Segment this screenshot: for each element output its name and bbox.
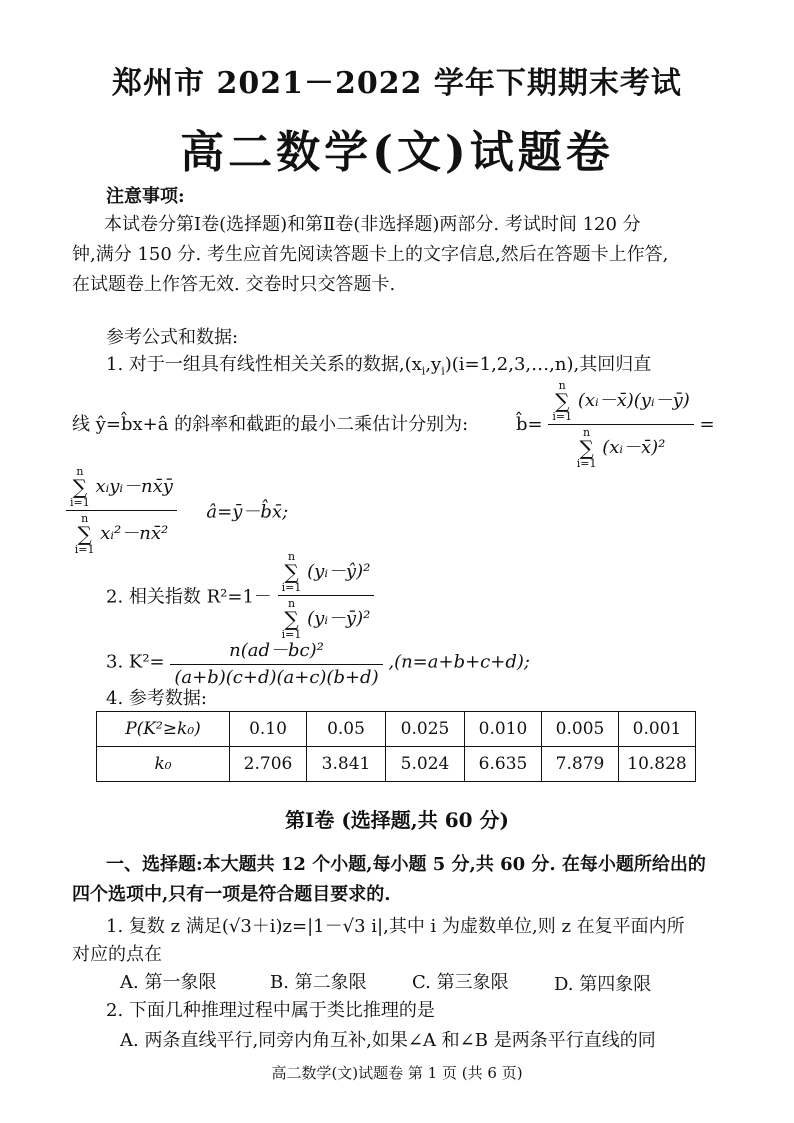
question-2-text: 2. 下面几种推理过程中属于类比推理的是 <box>106 1000 435 1021</box>
table-cell: 10.828 <box>619 747 696 782</box>
question-1-option-b: B. 第二象限 <box>270 972 367 993</box>
section-1-title: 第Ⅰ卷 (选择题,共 60 分) <box>285 808 509 832</box>
reference-heading: 参考公式和数据: <box>106 327 239 348</box>
notice-line-3: 在试题卷上作答无效. 交卷时只交答题卡. <box>72 274 396 295</box>
table-cell-label: k₀ <box>97 747 230 782</box>
question-2-option-a: A. 两条直线平行,同旁内角互补,如果∠A 和∠B 是两条平行直线的同 <box>120 1030 656 1051</box>
question-1-option-c: C. 第三象限 <box>412 972 509 993</box>
table-cell: 3.841 <box>307 747 386 782</box>
reference-item-1-line-1: 1. 对于一组具有线性相关关系的数据$,(x_i,y_i)(i=1,2,3,\dots,n)$,其回归直 <box>106 354 652 378</box>
table-cell: 2.706 <box>230 747 307 782</box>
reference-item-3: 3. K²= $\frac{\text{n(ad－bc)²}}{(a+b)(c+d)(a+c)(b+d)}$ ,(n=a+b+c+d); <box>106 636 530 688</box>
table-cell-label: P(K²≥k₀) <box>97 712 230 747</box>
exam-title: 郑州市 2021－2022 学年下期期末考试 <box>112 66 682 101</box>
notice-line-2: 钟,满分 150 分. 考生应首先阅读答题卡上的文字信息,然后在答题卡上作答, <box>72 244 669 265</box>
table-cell: 0.001 <box>619 712 696 747</box>
exam-subtitle: 高二数学(文)试题卷 <box>180 127 614 178</box>
table-cell: 7.879 <box>542 747 619 782</box>
question-1-text-2: 对应的点在 <box>72 944 162 965</box>
reference-item-2: 2. 相关指数 R²=1－ n ∑ i=1 (yᵢ－ŷ)² n ∑ i=1 (yᵢ－ȳ)² <box>106 551 374 640</box>
table-row <box>97 712 696 747</box>
b-hat-formula: b̂= n ∑ i=1 (xᵢ－x̄)(yᵢ－ȳ) n ∑ i=1 (xᵢ－x̄)² = <box>516 379 715 470</box>
table-cell: 0.10 <box>230 712 307 747</box>
notice-heading: 注意事项: <box>106 186 185 207</box>
table-cell: 0.05 <box>307 712 386 747</box>
table-cell: 6.635 <box>465 747 542 782</box>
reference-item-4: 4. 参考数据: <box>106 688 207 709</box>
section-1-intro-line-1: 一、选择题:本大题共 12 个小题,每小题 5 分,共 60 分. 在每小题所给出的 <box>106 854 706 875</box>
question-1-option-d: D. 第四象限 <box>554 974 652 995</box>
section-1-intro-line-2: 四个选项中,只有一项是符合题目要求的. <box>72 884 391 905</box>
table-cell: 0.010 <box>465 712 542 747</box>
question-1-text-1: 1. 复数 z 满足(√3＋i)z=|1－√3 i|,其中 i 为虚数单位,则 z 在复平面内所 <box>106 916 685 937</box>
reference-item-1-line-2: 线 ŷ=b̂x+â 的斜率和截距的最小二乘估计分别为: <box>72 414 469 435</box>
table-cell: 0.005 <box>542 712 619 747</box>
a-hat-formula: â=ȳ－b̂x̄; <box>206 501 289 523</box>
b-hat-alt-formula: n ∑ i=1 xᵢyᵢ－nx̄ȳ n ∑ i=1 xᵢ²－nx̄² â=ȳ－b̂x̄; <box>66 466 288 555</box>
page-footer: 高二数学(文)试题卷 第 1 页 (共 6 页) <box>271 1064 523 1082</box>
question-1-option-a: A. 第一象限 <box>120 972 217 993</box>
table-cell: 5.024 <box>386 747 465 782</box>
table-cell: 0.025 <box>386 712 465 747</box>
table-row <box>97 747 696 782</box>
critical-value-table <box>96 711 696 782</box>
notice-line-1: 本试卷分第Ⅰ卷(选择题)和第Ⅱ卷(非选择题)两部分. 考试时间 120 分 <box>104 214 641 235</box>
